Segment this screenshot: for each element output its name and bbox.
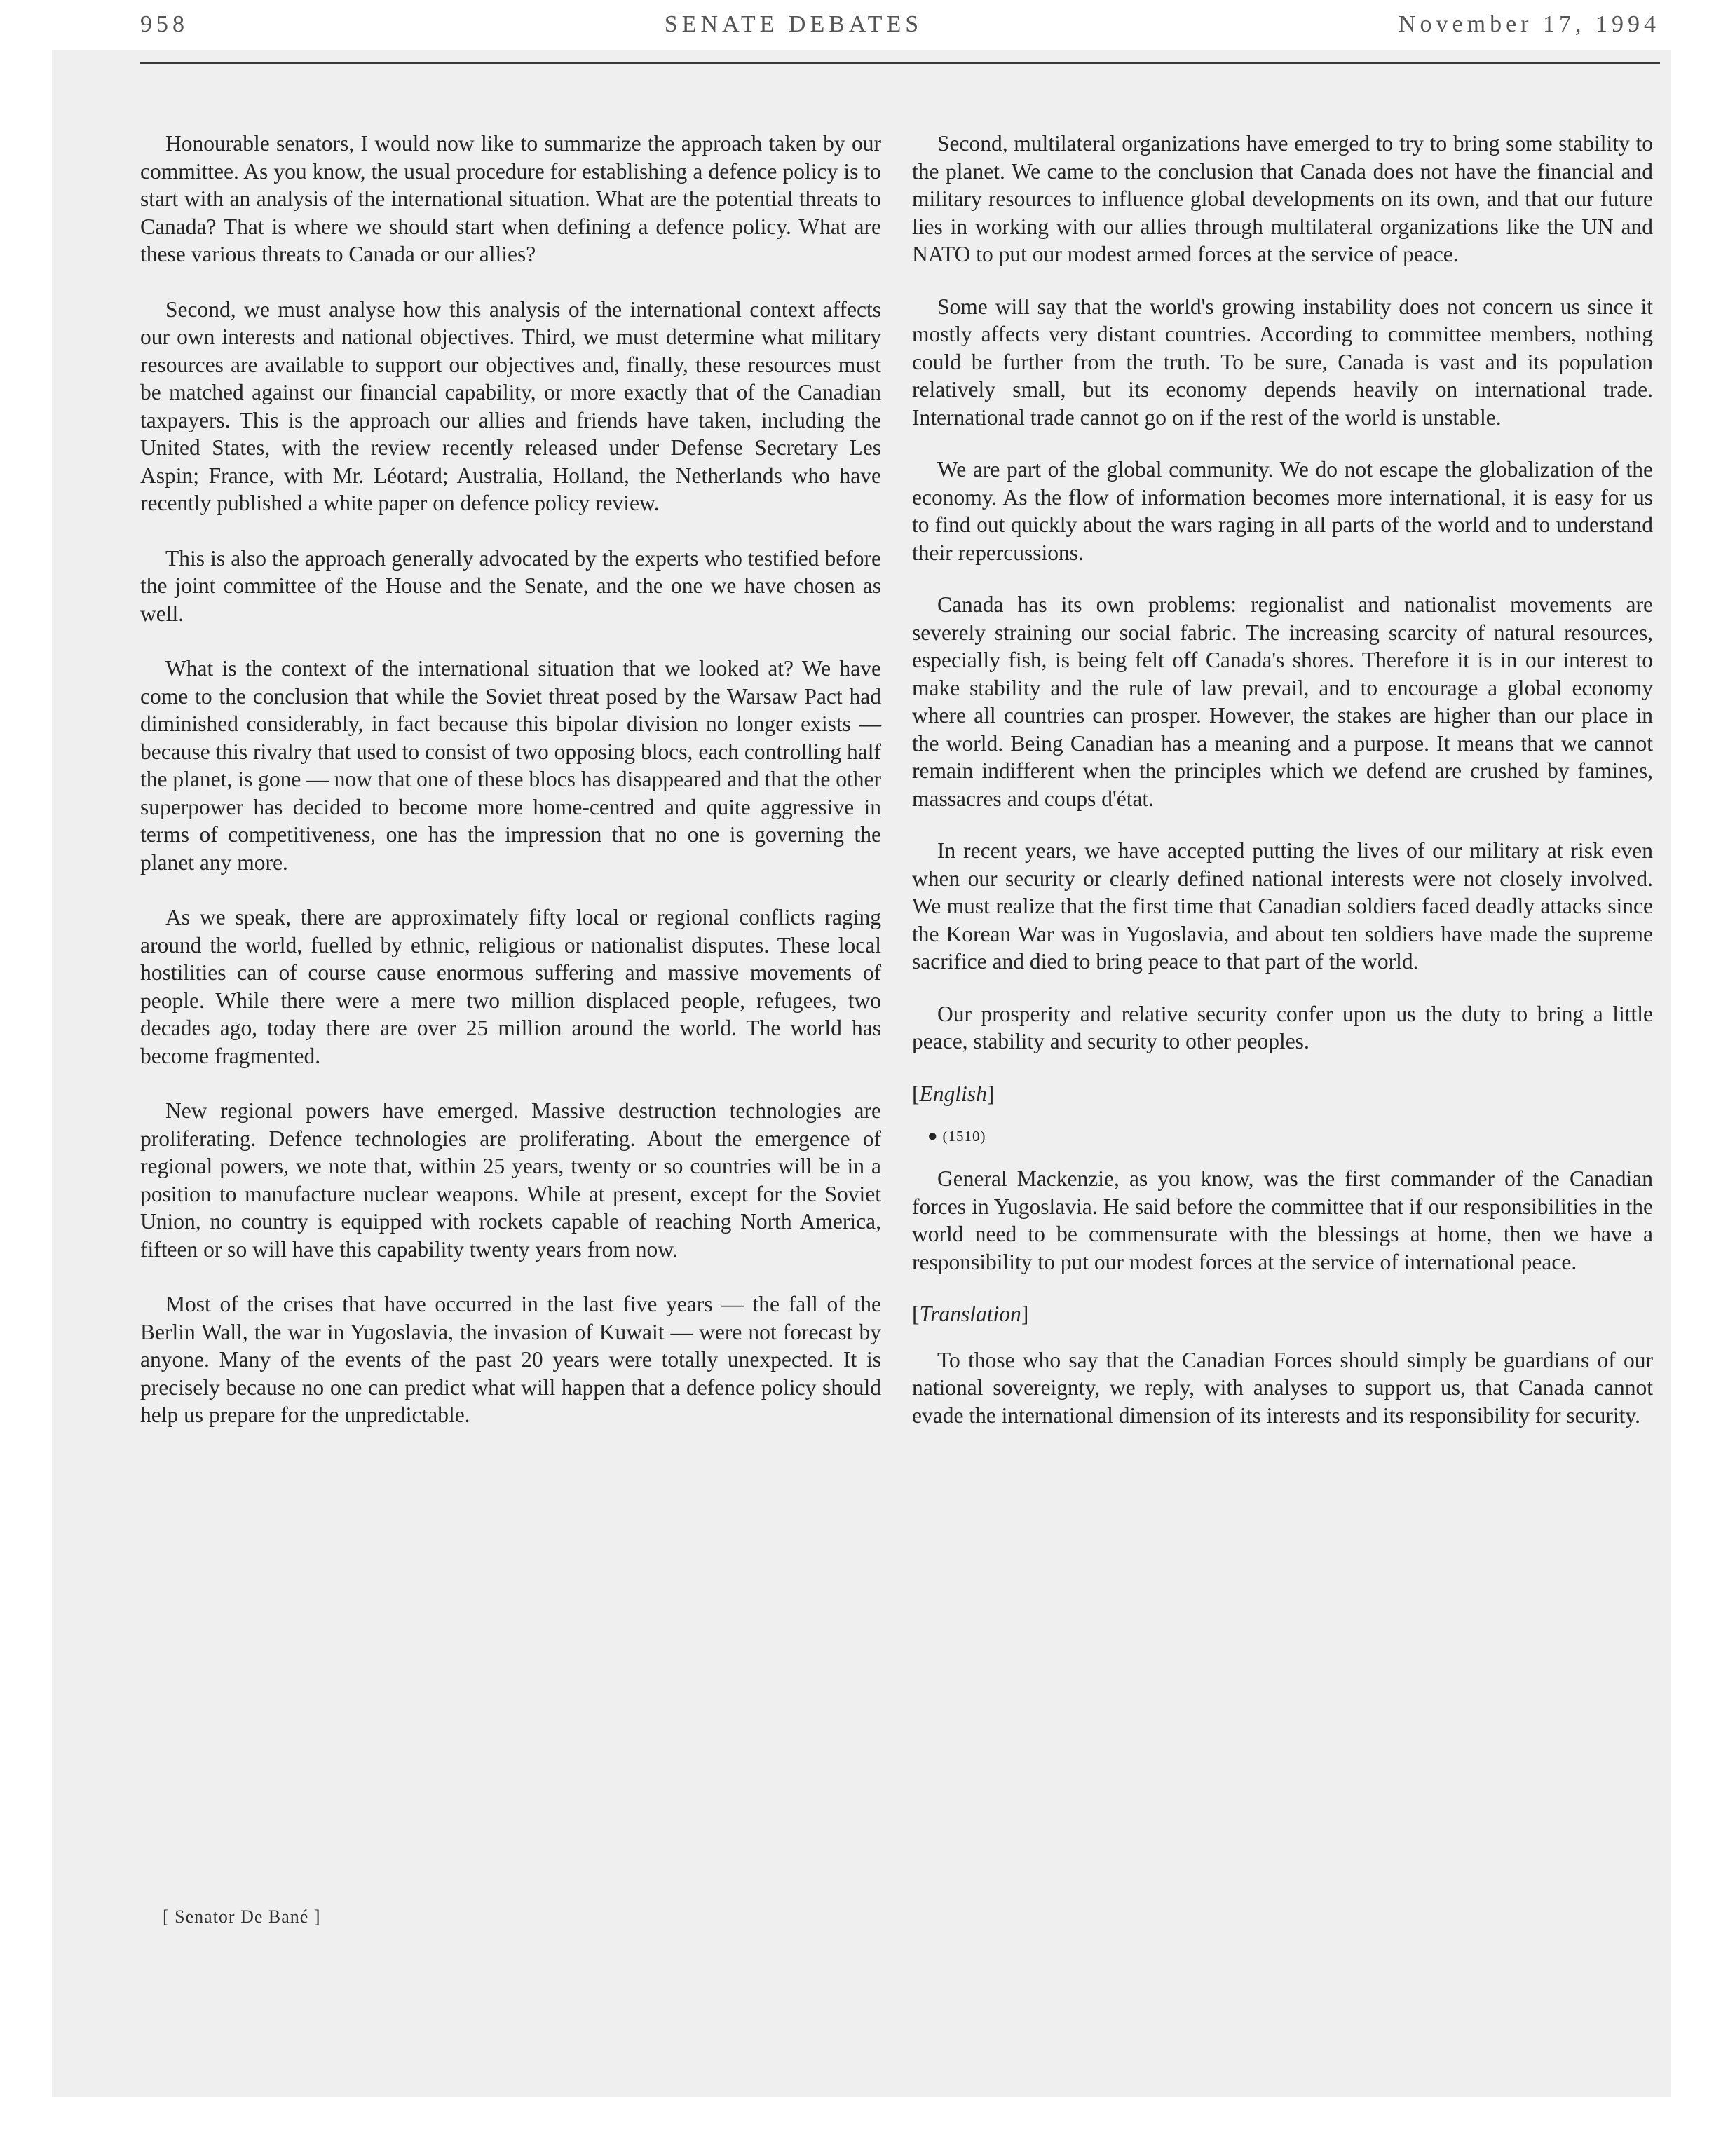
- language-label: English: [919, 1081, 987, 1106]
- publication-title: SENATE DEBATES: [664, 11, 923, 37]
- paragraph: As we speak, there are approximately fifty local or regional conflicts raging around the world, fuelled by ethnic, religious or nationalist disputes. These local hostilities can of course cause enormous suffering and massive movements of people. While there were a mere two million displaced people, refugees, two decades ago, today there are over 25 million around the world. The world has become fragmented.: [140, 905, 881, 1068]
- header-rule: [140, 62, 1660, 64]
- speaker-attribution: [ Senator De Bané ]: [163, 1906, 321, 1927]
- timestamp-label: (1510): [942, 1128, 986, 1145]
- paragraph: Our prosperity and relative security confer upon us the duty to bring a little peace, stability and security to other peoples.: [912, 1001, 1653, 1053]
- paragraph: This is also the approach generally advocated by the experts who testified before the joint committee of the House and the Senate, and the one we have chosen as well.: [140, 545, 881, 626]
- paragraph: Second, we must analyse how this analysis of the international context affects our own interests and national objectives. Third, we must determine what military resources are available to support our objectives and, finally, these resources must be matched against our financial capability, or more exactly that of the Canadian taxpayers. This is the approach our allies and friends have taken, including the United States, with the review recently released under Defense Secretary Les Aspin; France, with Mr. Léotard; Australia, Holland, the Netherlands who have recently published a white paper on defence policy review.: [140, 296, 881, 515]
- language-marker-translation: [Translation]: [912, 1302, 1029, 1326]
- left-column: [140, 130, 881, 1456]
- language-label: Translation: [919, 1302, 1021, 1326]
- timestamp-marker: [912, 1126, 1653, 1147]
- paragraph: Honourable senators, I would now like to summarize the approach taken by our committee. As you know, the usual procedure for establishing a defence policy is to start with an analysis of the international situation. What are the potential threats to Canada? That is where we should start when defining a defence policy. What are these various threats to Canada or our allies?: [140, 131, 881, 266]
- paragraph: We are part of the global community. We do not escape the globalization of the economy. As the flow of information becomes more international, it is easy for us to find out quickly about the wars raging in all parts of the world and to understand their repercussions.: [912, 457, 1653, 565]
- paragraph: Second, multilateral organizations have emerged to try to bring some stability to the planet. We came to the conclusion that Canada does not have the financial and military resources to influence global developments on its own, and that our future lies in working with our allies through multilateral organizations like the UN and NATO to put our modest armed forces at the service of peace.: [912, 131, 1653, 266]
- paragraph: To those who say that the Canadian Forces should simply be guardians of our national sovereignty, we reply, with analyses to support us, that Canada cannot evade the international dimension of its interests and its responsibility for security.: [912, 1347, 1653, 1428]
- bullet-icon: ●: [927, 1127, 939, 1145]
- paragraph: Canada has its own problems: regionalist and nationalist movements are severely straining our social fabric. The increasing scarcity of natural resources, especially fish, is being felt off Canada's shores. Therefore it is in our interest to make stability and the rule of law prevail, and to encourage a global economy where all countries can prosper. However, the stakes are higher than our place in the world. Being Canadian has a meaning and a purpose. It means that we cannot remain indifferent when the principles which we defend are crushed by famines, massacres and coups d'état.: [912, 592, 1653, 811]
- paragraph: What is the context of the international situation that we looked at? We have come to the conclusion that while the Soviet threat posed by the Warsaw Pact had diminished considerably, in fact because this bipolar division no longer exists — because this rivalry that used to consist of two opposing blocs, each controlling half the planet, is gone — now that one of these blocs has disappeared and that the other superpower has decided to become more home-centred and quite aggressive in terms of competitiveness, one has the impression that no one is governing the planet any more.: [140, 656, 881, 875]
- paragraph: In recent years, we have accepted putting the lives of our military at risk even when our security or clearly defined national interests were not closely involved. We must realize that the first time that Canadian soldiers faced deadly attacks since the Korean War was in Yugoslavia, and about ten soldiers have made the supreme sacrifice and died to bring peace to that part of the world.: [912, 838, 1653, 974]
- paragraph: New regional powers have emerged. Massive destruction technologies are proliferating. Defence technologies are proliferating. About the emergence of regional powers, we note that, within 25 years, twenty or so countries will be in a position to manufacture nuclear weapons. While at present, except for the Soviet Union, no country is equipped with rockets capable of reaching North America, fifteen or so will have this capability twenty years from now.: [140, 1098, 881, 1262]
- right-column: [912, 130, 1653, 1454]
- running-head: [140, 11, 1660, 59]
- sitting-date: November 17, 1994: [1398, 11, 1660, 37]
- page-number: 958: [140, 11, 189, 37]
- paragraph: General Mackenzie, as you know, was the first commander of the Canadian forces in Yugoslavia. He said before the committee that if our responsibilities in the world need to be commensurate with the blessings at home, then we have a responsibility to put our modest forces at the service of international peace.: [912, 1166, 1653, 1274]
- language-marker-english: [English]: [912, 1081, 995, 1106]
- paragraph: Most of the crises that have occurred in the last five years — the fall of the Berlin Wall, the war in Yugoslavia, the invasion of Kuwait — were not forecast by anyone. Many of the events of the past 20 years were totally unexpected. It is precisely because no one can predict what will happen that a defence policy should help us prepare for the unpredictable.: [140, 1292, 881, 1427]
- paragraph: Some will say that the world's growing instability does not concern us since it mostly affects very distant countries. According to committee members, nothing could be further from the truth. To be sure, Canada is vast and its population relatively small, but its economy depends heavily on international trade. International trade cannot go on if the rest of the world is unstable.: [912, 294, 1653, 430]
